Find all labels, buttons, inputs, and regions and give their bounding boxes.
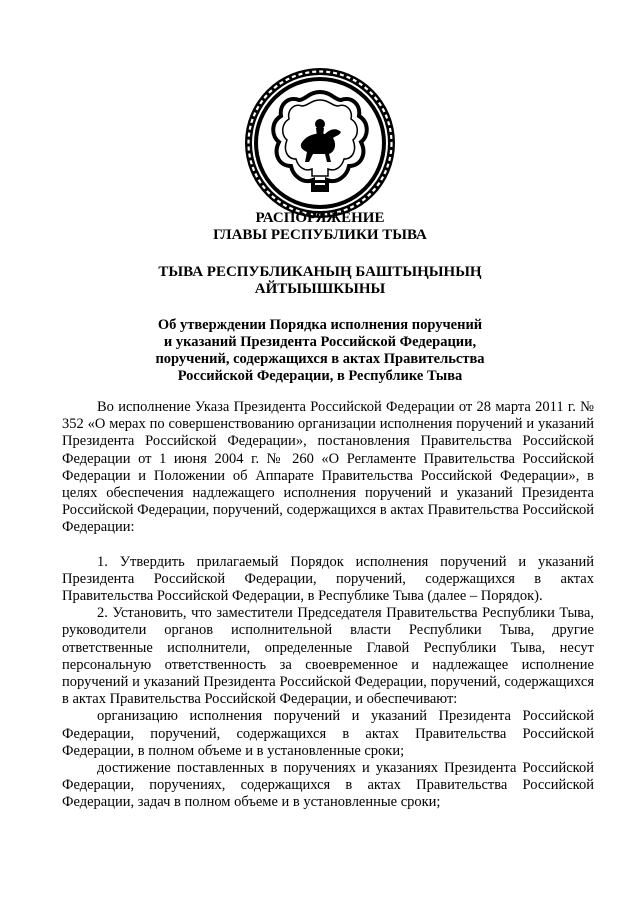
paragraph-subitem-organization: организацию исполнения поручений и указаний Президента Российской Федерации, поручений, содержащихся в актах Правительства Российской Федерации, в полном объеме и в установленные сроки; — [62, 708, 594, 759]
subject-line-1: Об утверждении Порядка исполнения поручений — [157, 317, 483, 333]
tuvan-line-2: АЙТЫЫШКЫНЫ — [254, 281, 386, 297]
paragraph-preamble: Во исполнение Указа Президента Российской Федерации от 28 марта 2011 г. № 352 «О мерах по совершенствованию организации исполнения поручений и указаний Президента Российской Федерации», постановления Правительства Российской Федерации от 1 июня 2004 г. № 260 «О Регламенте Правительства Российской Федерации и Положении об Аппарате Правительства Российской Федерации», в целях обеспечения надлежащего исполнения поручений и указаний Президента Российской Федерации, поручений, содержащихся в актах Правительства Российской Федерации: — [62, 399, 594, 536]
document-title — [40, 210, 600, 244]
paragraph-item-2: 2. Установить, что заместители Председателя Правительства Республики Тыва, руководители органов исполнительной власти Республики Тыва, другие ответственные исполнители, определенные Главой Республики Тыва, несут персональную ответственность за своевременное и надлежащее исполнение поручений и указаний Президента Российской Федерации, поручений, содержащихся в актах Правительства Российской Федерации, и обеспечивают: — [62, 605, 594, 708]
tuva-coat-of-arms-icon — [243, 66, 397, 220]
subject-line-4: Российской Федерации, в Республике Тыва — [177, 368, 463, 384]
title-line-2: ГЛАВЫ РЕСПУБЛИКИ ТЫВА — [213, 227, 427, 243]
document-title-tuvan — [40, 264, 600, 298]
paragraph-item-1: 1. Утвердить прилагаемый Порядок исполнения поручений и указаний Президента Российской Федерации, поручений, содержащихся в актах Правительства Российской Федерации, в Республике Тыва (далее – Порядок). — [62, 553, 594, 605]
title-line-1: РАСПОРЯЖЕНИЕ — [255, 210, 385, 226]
subject-line-2: и указаний Президента Российской Федерации, — [163, 334, 477, 350]
document-body — [62, 399, 594, 812]
tuvan-line-1: ТЫВА РЕСПУБЛИКАНЫҢ БАШТЫҢЫНЫҢ — [158, 264, 482, 280]
document-subject — [40, 317, 600, 385]
paragraph-subitem-achievement: достижение поставленных в поручениях и указаниях Президента Российской Федерации, поручениях, содержащихся в актах Правительства Российской Федерации, задач в полном объеме и в установленные сроки; — [62, 760, 594, 811]
subject-line-3: поручений, содержащихся в актах Правительства — [155, 351, 485, 367]
